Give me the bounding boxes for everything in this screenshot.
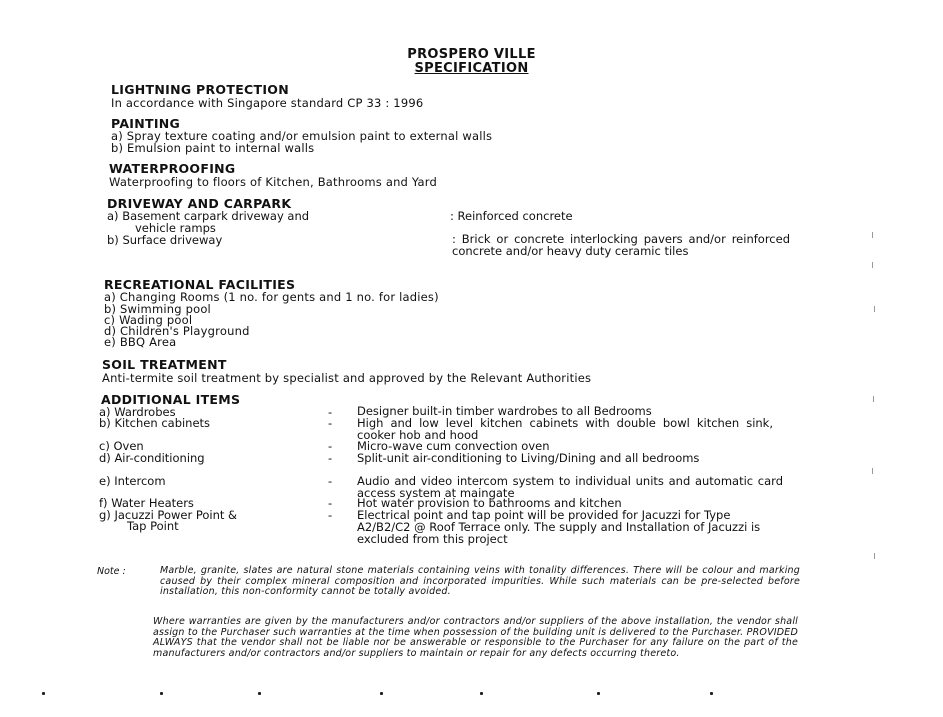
additional-item-label: d) Air-conditioning [99,451,205,465]
additional-item-label: b) Kitchen cabinets [99,416,211,430]
recreational-item: d) Children's Playground [104,324,250,338]
soil-heading: SOIL TREATMENT [102,357,227,372]
recreational-item: e) BBQ Area [104,335,177,349]
scan-mark [160,692,163,695]
scan-mark [710,692,713,695]
additional-item-dash: - [328,451,333,465]
additional-item-value: Micro-wave cum convection oven [357,439,550,453]
waterproofing-text: Waterproofing to floors of Kitchen, Bathrooms and Yard [109,175,438,189]
scan-speck [872,262,873,268]
additional-item-label: e) Intercom [99,474,166,488]
additional-item-label: f) Water Heaters [99,496,194,510]
note-paragraph-warranties: Where warranties are given by the manufacturers and/or contractors and/or suppliers of the above installation, the vendor shall assign to the Purchaser such warranties at the time when possession of the building unit is delivered to the Purchaser. PROVIDED ALWAYS that the vendor shall not be liable nor be answerable or responsible to the Purchaser for any failure on the part of the manufacturers and/or contractors and/or suppliers to maintain or repair for any defects occurring thereto. [153,616,798,659]
lightning-text: In accordance with Singapore standard CP 33 : 1996 [111,96,424,110]
additional-item-dash: - [328,508,333,522]
additional-item-dash: - [328,405,333,419]
scan-speck [872,468,873,474]
additional-item-dash: - [328,416,333,430]
scan-mark [42,692,45,695]
scan-mark [258,692,261,695]
additional-item-value: Hot water provision to bathrooms and kitchen [357,496,622,510]
additional-item-label: c) Oven [99,439,144,453]
recreational-item: c) Wading pool [104,313,193,327]
painting-item-a: a) Spray texture coating and/or emulsion paint to external walls [111,129,493,143]
additional-item-dash: - [328,439,333,453]
painting-item-b: b) Emulsion paint to internal walls [111,141,315,155]
scan-mark [597,692,600,695]
driveway-item-b-value: : Brick or concrete interlocking pavers and/or reinforced concrete and/or heavy duty ceramic tiles [452,232,790,258]
additional-item-label-cont: Tap Point [127,519,179,533]
driveway-item-b-label: b) Surface driveway [107,233,223,247]
additional-item-value: Designer built-in timber wardrobes to all Bedrooms [357,404,652,418]
additional-item-value: Split-unit air-conditioning to Living/Dining and all bedrooms [357,451,700,465]
additional-item-dash: - [328,496,333,510]
scan-mark [380,692,383,695]
additional-item-label: g) Jacuzzi Power Point & [99,508,238,522]
scan-speck [874,553,875,559]
additional-item-label: a) Wardrobes [99,405,176,419]
lightning-heading: LIGHTNING PROTECTION [111,82,289,97]
driveway-item-a-label-cont: vehicle ramps [135,221,216,235]
scan-speck [874,306,875,312]
scan-mark [480,692,483,695]
recreational-item: b) Swimming pool [104,302,211,316]
scan-speck [873,396,874,402]
driveway-item-a-value: : Reinforced concrete [450,209,573,223]
additional-item-dash: - [328,474,333,488]
note-label: Note : [97,566,126,577]
driveway-heading: DRIVEWAY AND CARPARK [107,196,292,211]
additional-item-value: Electrical point and tap point will be provided for Jacuzzi for Type A2/B2/C2 @ Roof Terrace only. The supply and Installation of Jacuzzi is excluded from this project [357,508,761,546]
document-subtitle: SPECIFICATION [414,61,529,76]
additional-item-value: Audio and video intercom system to individual units and automatic card access system at maingate [357,474,783,500]
additional-item-value: High and low level kitchen cabinets with double bowl kitchen sink, cooker hob and hood [357,416,773,442]
driveway-item-a-label: a) Basement carpark driveway and [107,209,310,223]
recreational-heading: RECREATIONAL FACILITIES [104,277,296,292]
additional-heading: ADDITIONAL ITEMS [101,392,241,407]
waterproofing-heading: WATERPROOFING [109,161,236,176]
soil-text: Anti-termite soil treatment by specialist and approved by the Relevant Authorities [102,371,592,385]
document-title: PROSPERO VILLE [407,47,536,62]
scan-speck [872,232,873,238]
recreational-item: a) Changing Rooms (1 no. for gents and 1 no. for ladies) [104,290,439,304]
painting-heading: PAINTING [111,116,181,131]
note-paragraph-stone: Marble, granite, slates are natural stone materials containing veins with tonality differences. There will be colour and marking caused by their complex mineral composition and incorporated impurities. While such materials can be pre-selected before installation, this non-conformity cannot be totally avoided. [160,565,800,598]
